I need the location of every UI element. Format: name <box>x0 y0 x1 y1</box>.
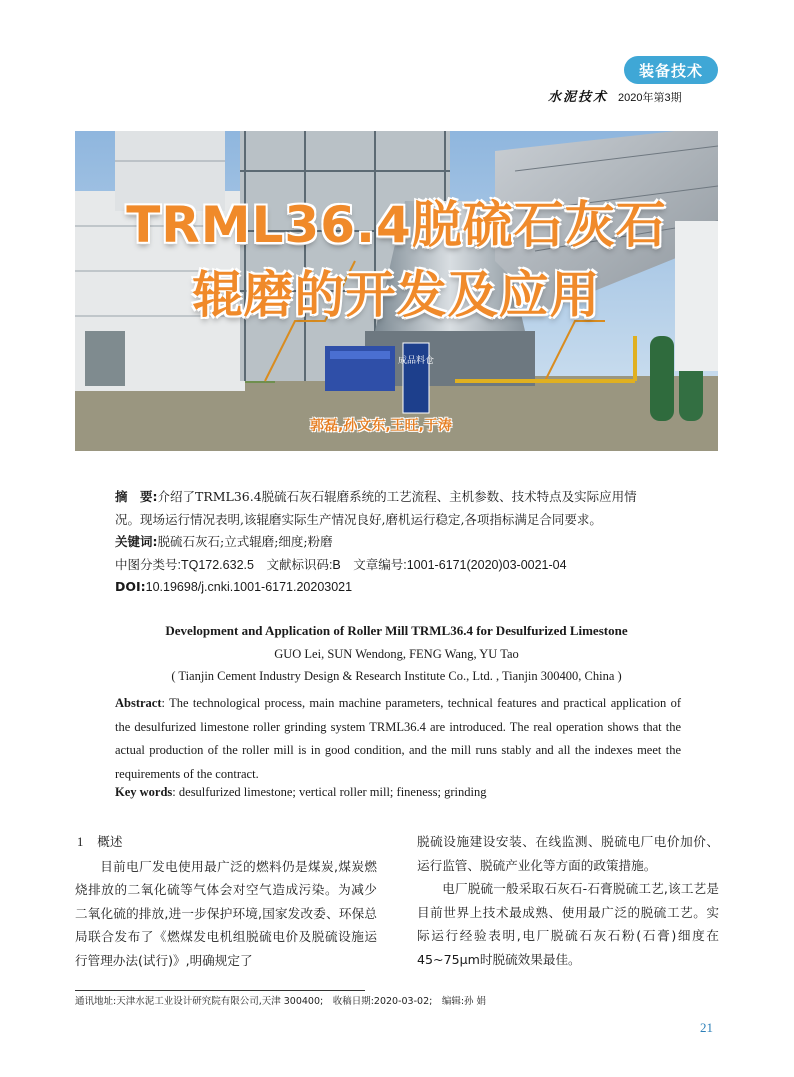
body-paragraph: 目前电厂发电使用最广泛的燃料仍是煤炭,煤炭燃烧排放的二氧化硫等气体会对空气造成污染。为减少二氧化硫的排放,进一步保护环境,国家发改委、环保总局联合发布了《燃煤发电机组脱硫电价及脱硫设施运行管理办法(试行)》,明确规定了 <box>75 858 377 968</box>
section-heading <box>75 830 377 855</box>
section-number: 1 <box>77 835 84 849</box>
footer-divider <box>75 990 365 991</box>
abstract-text-1: 介绍了TRML36.4脱硫石灰石辊磨系统的工艺流程、主机参数、技术特点及实际应用情 <box>157 489 637 504</box>
english-affiliation: ( Tianjin Cement Industry Design & Research Institute Co., Ltd. , Tianjin 300400, China ) <box>171 669 622 683</box>
doi-label: DOI: <box>115 579 146 594</box>
body-paragraph: 电厂脱硫一般采取石灰石-石膏脱硫工艺,该工艺是目前世界上技术最成熟、使用最广泛的脱硫工艺。实际运行经验表明,电厂脱硫石灰石粉(石膏)细度在45~75μm时脱硫效果最佳。 <box>417 881 719 967</box>
keywords-cn <box>115 531 685 554</box>
hero-image <box>75 131 718 451</box>
article-title-line1: TRML36.4脱硫石灰石 <box>126 196 667 254</box>
keywords-label: 关键词: <box>115 534 158 549</box>
section-badge: 装备技术 <box>624 56 718 84</box>
abstract-label: 摘 要: <box>115 489 158 504</box>
body-paragraph-continued: 脱硫设施建设安装、在线监测、脱硫电厂电价加价、运行监管、脱硫产业化等方面的政策措施。 <box>417 834 719 873</box>
footer-note: 通讯地址:天津水泥工业设计研究院有限公司,天津 300400; 收稿日期:2020-03-02; 编辑:孙 娟 <box>75 996 487 1007</box>
doi-line <box>115 576 685 599</box>
classification-line: 中图分类号:TQ172.632.5 文献标识码:B 文章编号:1001-6171(2020)03-0021-04 <box>115 557 567 572</box>
body-column-left <box>75 830 377 972</box>
keywords-text: 脱硫石灰石;立式辊磨;细度;粉磨 <box>157 534 333 549</box>
page-number: 21 <box>700 1020 713 1035</box>
sign-text: 成品料仓 <box>397 356 435 366</box>
abstract-cn <box>115 486 685 599</box>
journal-header <box>548 86 682 105</box>
english-abstract <box>115 692 681 786</box>
abstract-cn-line1 <box>115 486 685 509</box>
article-authors: 郭磊,孙文东,王旺,于涛 <box>310 418 452 434</box>
journal-issue: 2020年第3期 <box>618 92 682 104</box>
english-keywords-text: : desulfurized limestone; vertical roller mill; fineness; grinding <box>172 785 487 799</box>
section-title: 概述 <box>97 834 123 849</box>
english-abstract-text: : The technological process, main machine parameters, technical features and practical application of the desulfurized limestone roller grinding system TRML36.4 are introduced. The real operation shows that the actual production of the roller mill is in good condition, and the mill runs stably and all the indexes meet the requirements of the contract. <box>115 696 681 781</box>
english-authors: GUO Lei, SUN Wendong, FENG Wang, YU Tao <box>274 647 519 661</box>
doi-value: 10.19698/j.cnki.1001-6171.20203021 <box>145 580 353 594</box>
english-abstract-label: Abstract <box>115 696 162 710</box>
body-column-right <box>417 830 719 971</box>
english-title: Development and Application of Roller Mill TRML36.4 for Desulfurized Limestone <box>165 623 628 638</box>
article-title-line2: 辊磨的开发及应用 <box>192 266 601 324</box>
english-keywords <box>115 785 681 800</box>
abstract-text-2: 况。现场运行情况表明,该辊磨实际生产情况良好,磨机运行稳定,各项指标满足合同要求。 <box>115 511 602 527</box>
journal-name: 水泥技术 <box>548 90 609 105</box>
english-keywords-label: Key words <box>115 785 173 799</box>
